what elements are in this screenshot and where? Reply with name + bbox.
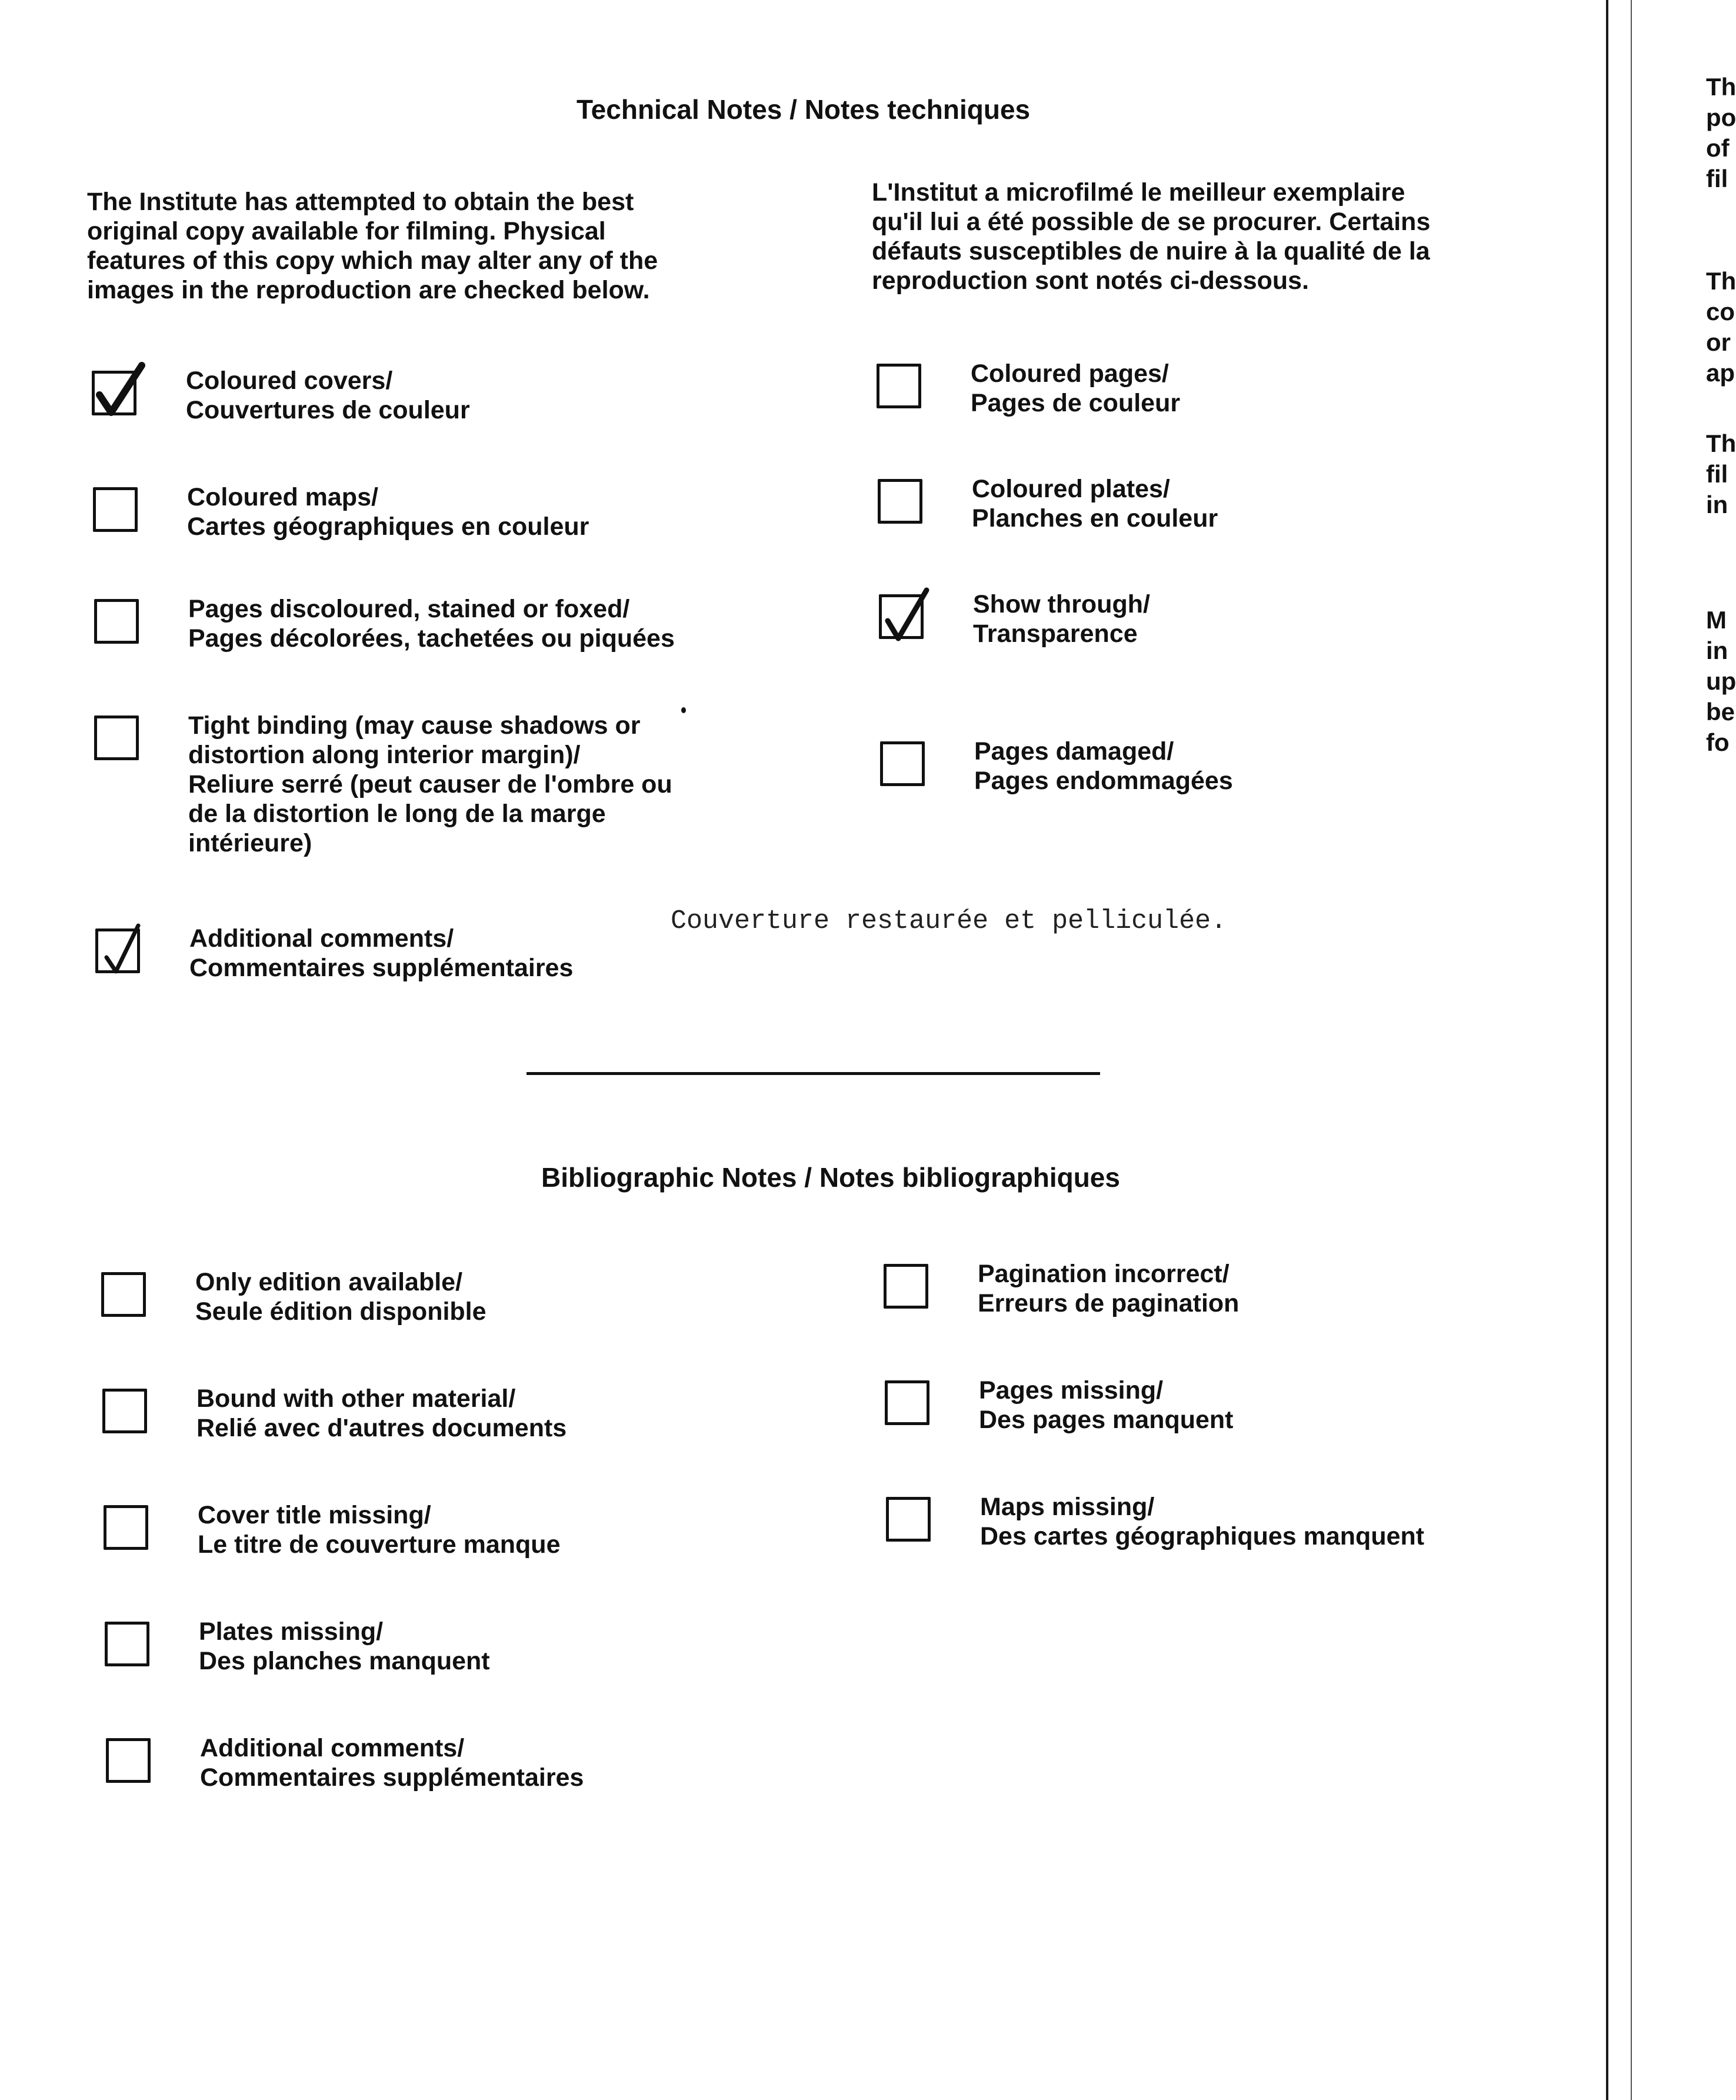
coloured-maps-checkbox[interactable] [93, 487, 138, 532]
pages-damaged-checkbox[interactable] [880, 741, 925, 786]
checkmark-icon [94, 361, 146, 420]
maps-missing-label [980, 1492, 1424, 1551]
label-line: de la distortion le long de la marge [188, 800, 606, 828]
facing-page-fragment [1608, 0, 1736, 2100]
fragment-line: up [1706, 667, 1736, 695]
label-line: Cartes géographiques en couleur [187, 512, 589, 541]
label-line: Des planches manquent [199, 1647, 490, 1675]
additional-comments-checkbox[interactable] [95, 928, 140, 973]
show-through-item [879, 590, 1150, 648]
label-line: Tight binding (may cause shadows or [188, 711, 641, 740]
fragment-line: fo [1706, 728, 1730, 756]
facing-page-margin-line [1631, 0, 1632, 2100]
label-line: intérieure) [188, 829, 312, 857]
coloured-maps-item [93, 482, 589, 541]
pages-missing-item [885, 1376, 1234, 1435]
additional-comments-item [95, 924, 573, 983]
cover-title-missing-checkbox[interactable] [104, 1505, 148, 1550]
label-line: Planches en couleur [972, 504, 1218, 533]
label-line: Des pages manquent [979, 1406, 1234, 1434]
facing-page-paragraph-3 [1706, 428, 1736, 520]
cover-title-missing-item [104, 1500, 561, 1559]
biblio-additional-comments-checkbox[interactable] [106, 1738, 151, 1783]
fragment-line: or [1706, 328, 1731, 356]
coloured-pages-item [877, 359, 1180, 418]
tight-binding-item [94, 711, 672, 858]
label-line: Pages de couleur [971, 389, 1181, 417]
label-line: Relié avec d'autres documents [196, 1414, 567, 1442]
label-line: Erreurs de pagination [978, 1289, 1239, 1317]
coloured-plates-checkbox[interactable] [878, 479, 922, 524]
pagination-incorrect-item [884, 1259, 1239, 1318]
section-divider [527, 1072, 1100, 1075]
maps-missing-item [886, 1492, 1424, 1551]
fragment-line: fil [1706, 460, 1728, 488]
label-line: Additional comments/ [189, 924, 454, 953]
plates-missing-checkbox[interactable] [105, 1622, 149, 1666]
only-edition-checkbox[interactable] [101, 1272, 146, 1317]
pages-discoloured-item [94, 594, 675, 653]
tight-binding-checkbox[interactable] [94, 715, 139, 760]
technical-notes-heading: Technical Notes / Notes techniques [577, 94, 1031, 125]
bound-with-label [196, 1384, 567, 1443]
biblio-additional-comments-label [200, 1733, 584, 1792]
coloured-covers-checkbox[interactable] [92, 371, 136, 415]
bound-with-checkbox[interactable] [102, 1389, 147, 1433]
show-through-checkbox[interactable] [879, 594, 924, 639]
label-line: Only edition available/ [195, 1268, 463, 1296]
label-line: Coloured covers/ [186, 367, 393, 395]
label-line: Plates missing/ [199, 1618, 384, 1646]
fragment-line: be [1706, 698, 1735, 725]
facing-page-paragraph-1 [1706, 72, 1736, 194]
label-line: Cover title missing/ [198, 1501, 431, 1529]
additional-comments-label [189, 924, 573, 983]
pages-damaged-label [974, 737, 1233, 796]
label-line: Seule édition disponible [195, 1297, 487, 1326]
plates-missing-label [199, 1617, 490, 1676]
label-line: Coloured maps/ [187, 483, 378, 511]
label-line: Couvertures de couleur [186, 396, 470, 424]
label-line: Pages discoloured, stained or foxed/ [188, 595, 630, 623]
maps-missing-checkbox[interactable] [886, 1497, 931, 1542]
label-line: Des cartes géographiques manquent [980, 1522, 1425, 1550]
show-through-label [973, 590, 1150, 648]
label-line: Show through/ [973, 590, 1150, 618]
scan-speck [681, 707, 686, 713]
intro-english: The Institute has attempted to obtain the best original copy available for filming. Physical features of this copy which may alter any of the images in the reproduction are checked below. [87, 188, 658, 304]
fragment-line: M [1706, 606, 1727, 634]
label-line: Additional comments/ [200, 1734, 465, 1762]
label-line: Commentaires supplémentaires [189, 954, 574, 982]
fragment-line: fil [1706, 165, 1728, 192]
facing-page-paragraph-4 [1706, 605, 1736, 758]
fragment-line: po [1706, 104, 1736, 131]
fragment-line: of [1706, 134, 1730, 162]
coloured-pages-checkbox[interactable] [877, 364, 921, 408]
pages-discoloured-label [188, 594, 675, 653]
pages-discoloured-checkbox[interactable] [94, 599, 139, 644]
fragment-line: Th [1706, 430, 1736, 457]
coloured-covers-label [186, 366, 470, 425]
fragment-line: in [1706, 491, 1728, 518]
label-line: Pagination incorrect/ [978, 1260, 1229, 1288]
label-line: Pages décolorées, tachetées ou piquées [188, 624, 675, 653]
only-edition-label [195, 1267, 487, 1326]
coloured-plates-item [878, 474, 1218, 533]
label-line: Pages missing/ [979, 1376, 1164, 1405]
label-line: Commentaires supplémentaires [200, 1763, 584, 1792]
checkmark-icon [97, 918, 150, 977]
fragment-line: co [1706, 298, 1735, 325]
label-line: Bound with other material/ [196, 1385, 516, 1413]
fragment-line: Th [1706, 73, 1736, 101]
pages-missing-checkbox[interactable] [885, 1380, 929, 1425]
intro-french: L'Institut a microfilmé le meilleur exemplaire qu'il lui a été possible de se procurer. Certains défauts susceptibles de nuire à la qualité de la reproduction sont notés ci-dessous. [872, 178, 1431, 295]
coloured-maps-label [187, 482, 589, 541]
fragment-line: in [1706, 637, 1728, 664]
pages-damaged-item [880, 737, 1233, 796]
plates-missing-item [105, 1617, 490, 1676]
fragment-line: ap [1706, 359, 1735, 387]
cover-title-missing-label [198, 1500, 561, 1559]
label-line: Pages endommagées [974, 767, 1233, 795]
label-line: Coloured plates/ [972, 475, 1170, 503]
label-line: Reliure serré (peut causer de l'ombre ou [188, 770, 672, 798]
label-line: Coloured pages/ [971, 360, 1169, 388]
tight-binding-label [188, 711, 672, 858]
coloured-covers-item [92, 366, 470, 425]
pages-missing-label [979, 1376, 1234, 1435]
coloured-pages-label [971, 359, 1180, 418]
label-line: Transparence [973, 620, 1138, 648]
label-line: Pages damaged/ [974, 737, 1174, 766]
additional-comment-text: Couverture restaurée et pelliculée. [671, 906, 1227, 936]
fragment-line: Th [1706, 267, 1736, 295]
biblio-additional-comments-item [106, 1733, 584, 1792]
label-line: Le titre de couverture manque [198, 1530, 561, 1559]
bibliographic-notes-heading: Bibliographic Notes / Notes bibliographiques [541, 1162, 1120, 1193]
label-line: distortion along interior margin)/ [188, 741, 581, 769]
coloured-plates-label [972, 474, 1218, 533]
only-edition-item [101, 1267, 487, 1326]
facing-page-paragraph-2 [1706, 266, 1736, 388]
bound-with-item [102, 1384, 567, 1443]
label-line: Maps missing/ [980, 1493, 1155, 1521]
checkmark-icon [881, 584, 934, 643]
pagination-incorrect-label [978, 1259, 1239, 1318]
pagination-incorrect-checkbox[interactable] [884, 1264, 928, 1309]
